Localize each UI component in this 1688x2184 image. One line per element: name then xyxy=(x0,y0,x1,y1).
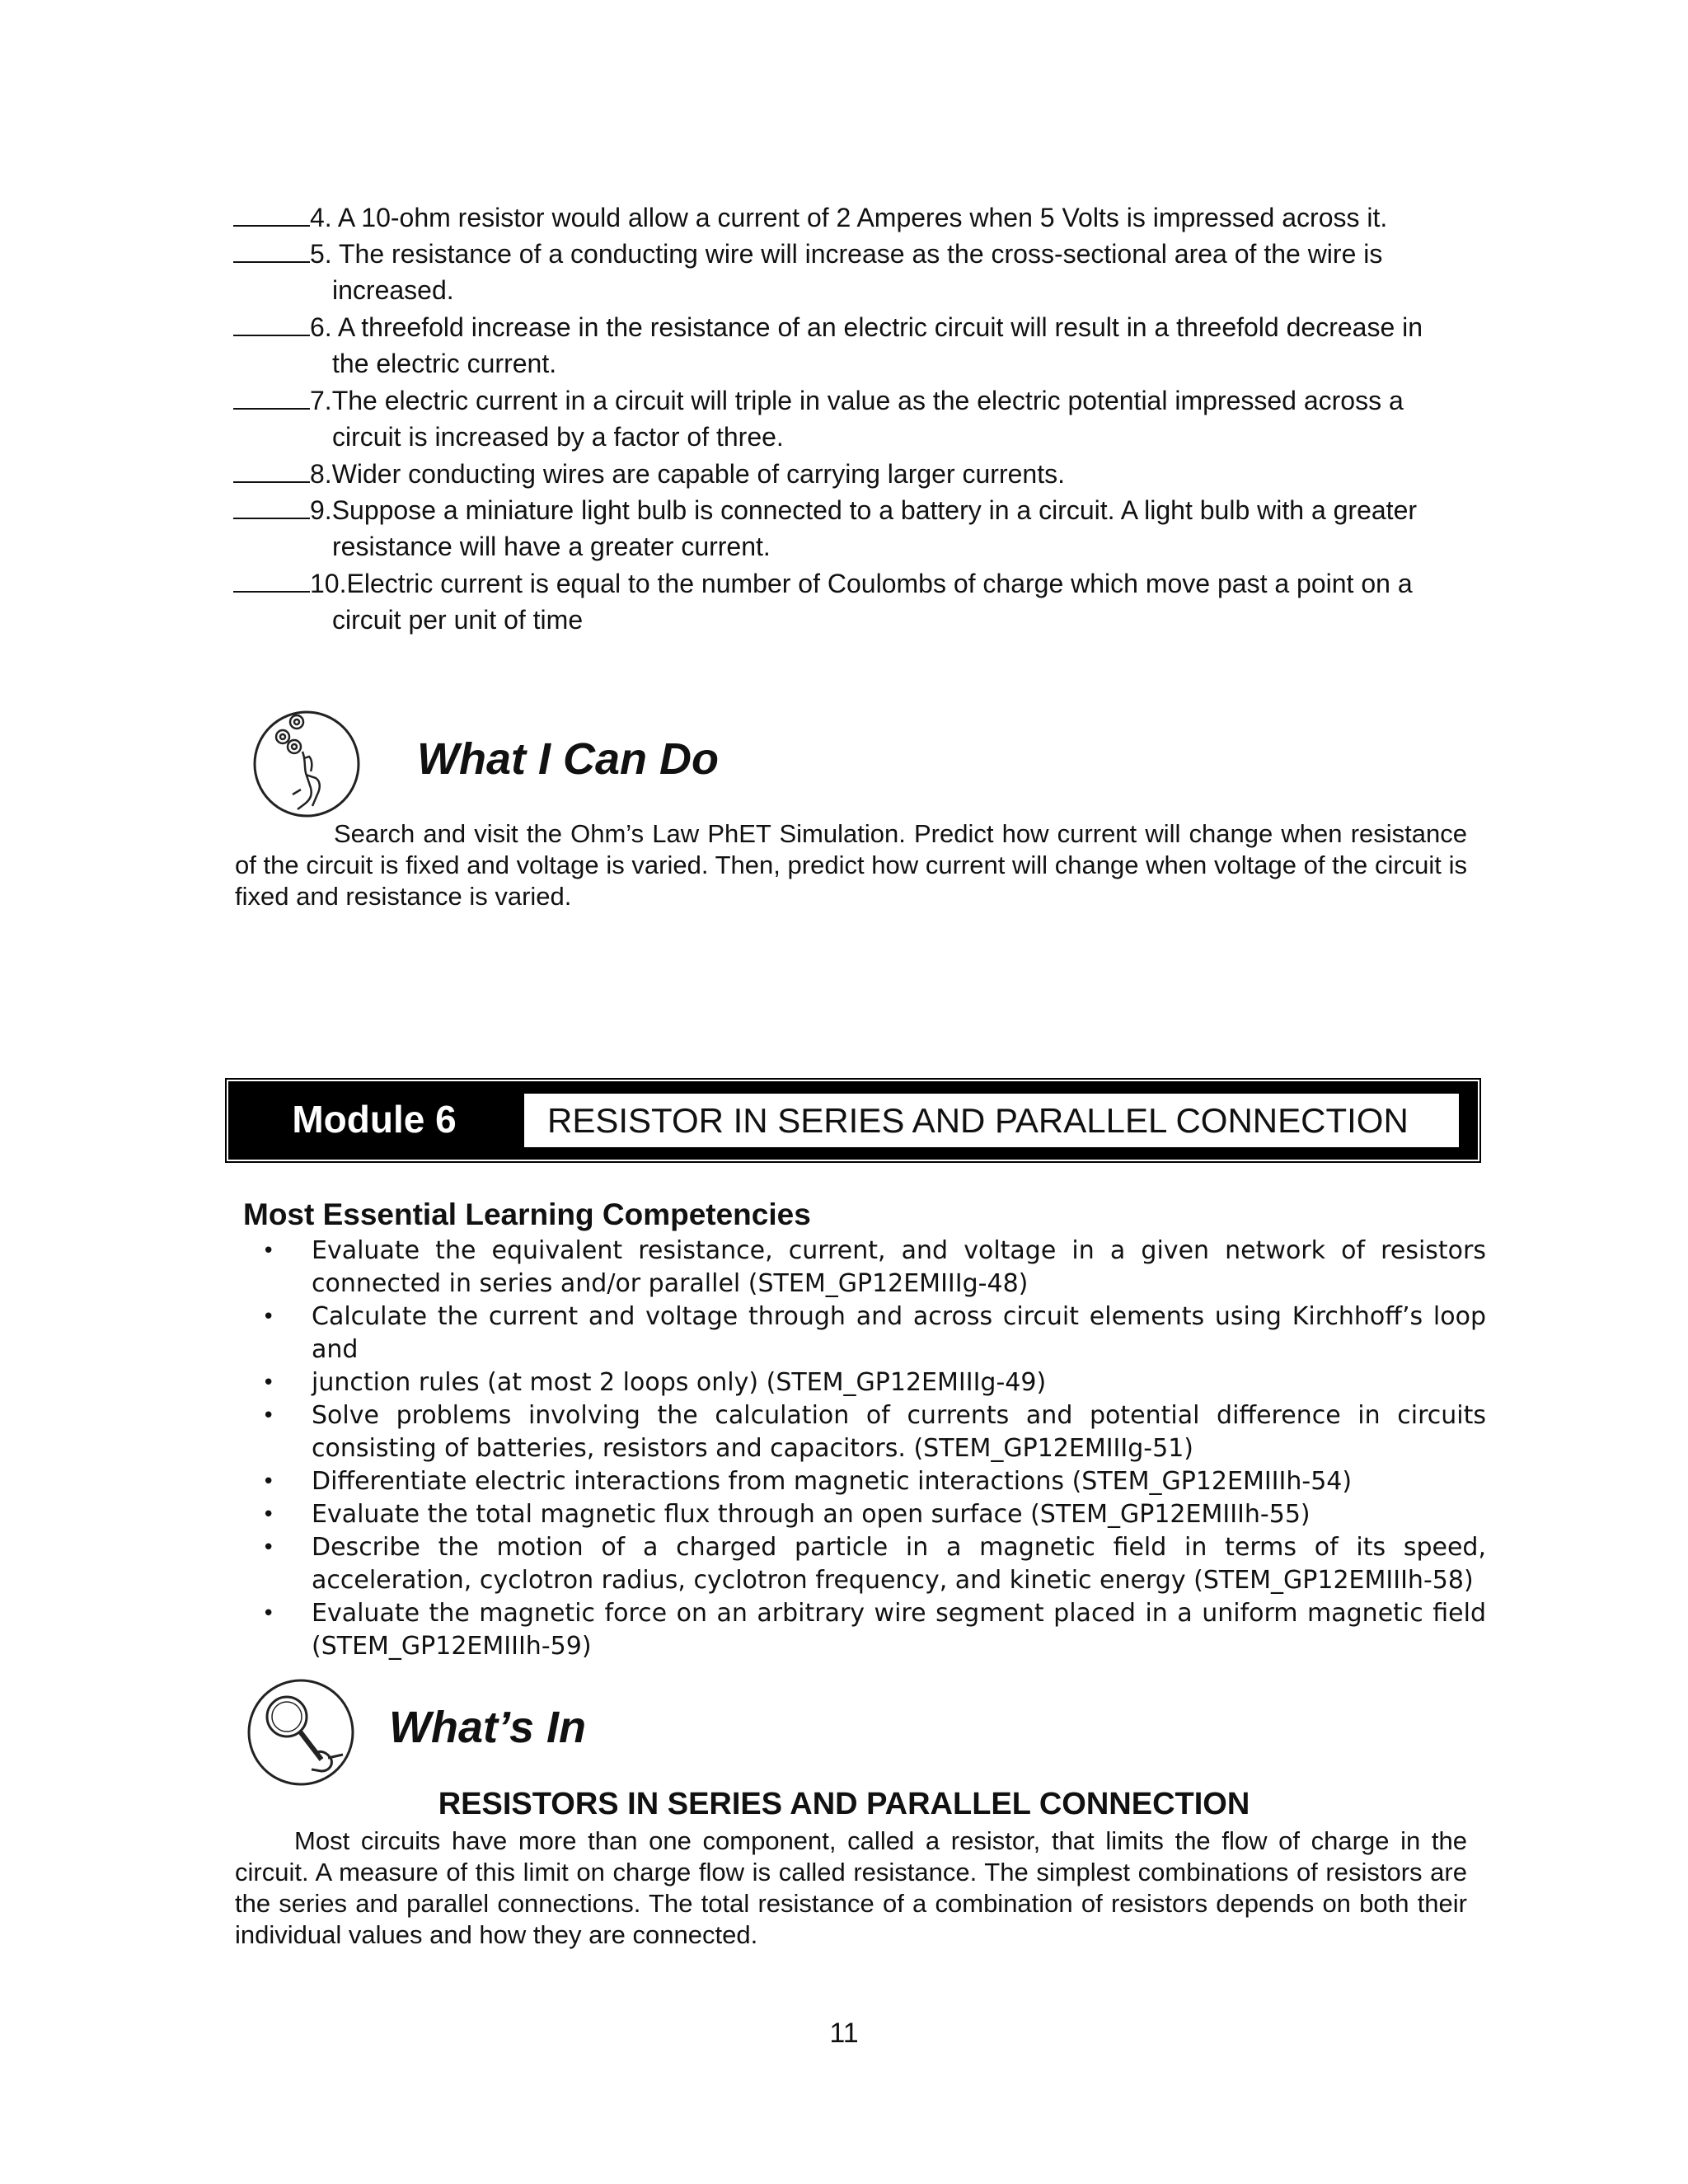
bullet-icon: • xyxy=(262,1469,275,1494)
melc-item-text: Differentiate electric interactions from magnetic interactions (STEM_GP12EMIIIh-54) xyxy=(312,1467,1353,1496)
bullet-icon: • xyxy=(262,1404,275,1428)
tf-item-7 xyxy=(233,382,1486,455)
whats-in-text: Most circuits have more than one component, called a resistor, that limits the flow of charge in the circuit. A measure of this limit on charge flow is called resistance. The simplest combinations of resistors are the series and parallel connections. The total resistance of a combination of resistors depends on both their individual values and how they are connected. xyxy=(235,1826,1467,1949)
list-item xyxy=(262,1366,1486,1399)
melc-item-text: junction rules (at most 2 loops only) (STEM_GP12EMIIIg-49) xyxy=(312,1368,1047,1397)
whats-in-title: What’s In xyxy=(389,1703,587,1752)
what-i-can-do-title: What I Can Do xyxy=(417,734,719,784)
melc-item-text: Solve problems involving the calculation of currents and potential difference in circuits consisting of batteries, resistors and capacitors. (STEM_GP12EMIIIg-51) xyxy=(312,1401,1486,1463)
magnifying-glass-icon xyxy=(246,1677,357,1788)
bullet-icon: • xyxy=(262,1535,275,1560)
tf-number: 8. xyxy=(310,459,332,489)
tf-text: Wider conducting wires are capable of carrying larger currents. xyxy=(331,459,1065,489)
list-item xyxy=(262,1597,1486,1663)
answer-blank[interactable] xyxy=(233,566,310,593)
list-item xyxy=(262,1235,1486,1301)
bullet-icon: • xyxy=(262,1601,275,1626)
answer-blank[interactable] xyxy=(233,310,310,336)
tf-text: The electric current in a circuit will triple in value as the electric potential impressed across a xyxy=(331,386,1404,415)
tf-item-6 xyxy=(233,309,1486,382)
tf-text: The resistance of a conducting wire will increase as the cross-sectional area of the wire is xyxy=(339,239,1383,269)
answer-blank[interactable] xyxy=(233,237,310,263)
bullet-icon: • xyxy=(262,1371,275,1395)
module-banner xyxy=(228,1081,1478,1160)
whats-in-subheading: RESISTORS IN SERIES AND PARALLEL CONNECTION xyxy=(438,1787,1250,1821)
tf-item-10 xyxy=(233,565,1486,638)
tf-number: 9. xyxy=(310,495,332,525)
melc-heading: Most Essential Learning Competencies xyxy=(243,1197,811,1231)
answer-blank[interactable] xyxy=(233,200,310,227)
list-item xyxy=(262,1498,1486,1531)
tf-text: A threefold increase in the resistance of an electric circuit will result in a threefold decrease in xyxy=(337,312,1423,342)
list-item xyxy=(262,1399,1486,1465)
tf-number: 6. xyxy=(310,312,332,342)
tf-number: 4. xyxy=(310,203,332,232)
tf-text-continued: increased. xyxy=(332,275,454,305)
bullet-icon: • xyxy=(262,1502,275,1527)
tf-text: A 10-ohm resistor would allow a current of 2 Amperes when 5 Volts is impressed across it. xyxy=(337,203,1388,232)
tf-text-continued: circuit per unit of time xyxy=(332,605,584,635)
list-item xyxy=(262,1531,1486,1597)
melc-item-text: Evaluate the magnetic force on an arbitrary wire segment placed in a uniform magnetic field (STEM_GP12EMIIIh-59) xyxy=(312,1599,1486,1661)
melc-item-text: Evaluate the total magnetic flux through an open surface (STEM_GP12EMIIIh-55) xyxy=(312,1500,1311,1529)
module-label: Module 6 xyxy=(292,1097,457,1141)
module-title-box xyxy=(522,1091,1461,1150)
answer-blank[interactable] xyxy=(233,383,310,410)
list-item xyxy=(262,1301,1486,1366)
page-number: 11 xyxy=(829,2018,859,2049)
tf-item-4 xyxy=(233,199,1486,236)
what-i-can-do-text: Search and visit the Ohm’s Law PhET Simulation. Predict how current will change when resistance of the circuit is fixed and voltage is varied. Then, predict how current will change when voltage of the circuit is fixed and resistance is varied. xyxy=(235,819,1467,911)
bullet-icon: • xyxy=(262,1239,275,1263)
tf-text-continued: circuit is increased by a factor of three. xyxy=(332,422,784,452)
tf-number: 10. xyxy=(310,569,347,598)
melc-item-text: Evaluate the equivalent resistance, current, and voltage in a given network of resistors connected in series and/or parallel (STEM_GP12EMIIIg-48) xyxy=(312,1236,1486,1298)
module-title: RESISTOR IN SERIES AND PARALLEL CONNECTION xyxy=(547,1100,1409,1140)
melc-list xyxy=(262,1235,1486,1663)
tf-text-continued: the electric current. xyxy=(332,349,557,378)
tf-item-5 xyxy=(233,236,1486,308)
tf-text-continued: resistance will have a greater current. xyxy=(332,532,771,561)
tf-number: 5. xyxy=(310,239,332,269)
hand-gears-icon xyxy=(251,709,363,820)
bullet-icon: • xyxy=(262,1305,275,1329)
answer-blank[interactable] xyxy=(233,493,310,519)
list-item xyxy=(262,1465,1486,1498)
tf-item-8 xyxy=(233,456,1486,492)
answer-blank[interactable] xyxy=(233,457,310,483)
melc-item-text: Describe the motion of a charged particle in a magnetic field in terms of its speed, acceleration, cyclotron radius, cyclotron frequency, and kinetic energy (STEM_GP12EMIIIh-58) xyxy=(312,1533,1486,1595)
melc-item-text: Calculate the current and voltage through and across circuit elements using Kirchhoff’s loop and xyxy=(312,1302,1486,1364)
tf-item-9 xyxy=(233,492,1486,565)
tf-text: Electric current is equal to the number of Coulombs of charge which move past a point on a xyxy=(346,569,1413,598)
tf-text: Suppose a miniature light bulb is connected to a battery in a circuit. A light bulb with a greater xyxy=(331,495,1418,525)
tf-number: 7. xyxy=(310,386,332,415)
